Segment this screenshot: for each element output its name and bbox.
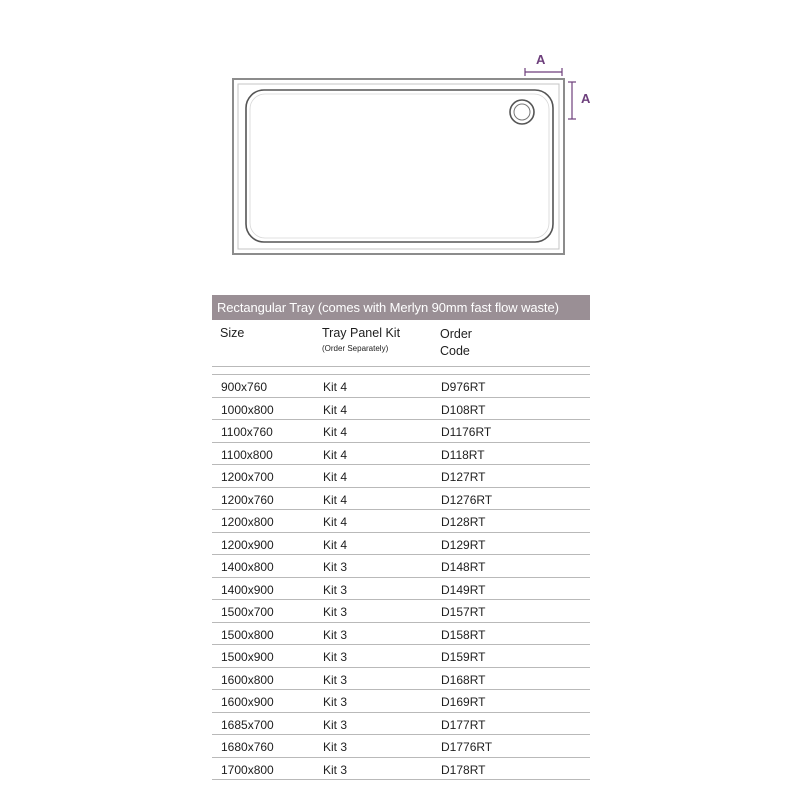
header-kit-note: (Order Separately) [322, 344, 389, 353]
table-row [212, 713, 590, 736]
table-row [212, 420, 590, 443]
cell-order-code: D1276RT [441, 492, 493, 507]
cell-order-code: D976RT [441, 380, 486, 394]
table-row [212, 735, 590, 758]
cell-size: 1100x800 [221, 447, 273, 462]
dimension-label-horizontal: A [536, 52, 546, 67]
cell-kit: Kit 3 [323, 560, 348, 574]
table-body [212, 375, 590, 780]
cell-kit: Kit 4 [323, 470, 348, 484]
tray-size-table [212, 295, 590, 780]
cell-kit: Kit 3 [323, 627, 348, 642]
table-row [212, 443, 590, 466]
cell-order-code: D148RT [441, 560, 486, 574]
cell-size: 1500x800 [221, 627, 274, 642]
cell-size: 1500x900 [221, 650, 274, 664]
cell-kit: Kit 3 [323, 672, 348, 687]
cell-order-code: D1176RT [441, 425, 492, 439]
cell-size: 1200x800 [221, 515, 274, 529]
cell-kit: Kit 4 [323, 402, 348, 417]
cell-order-code: D178RT [441, 762, 486, 777]
cell-size: 1600x900 [221, 695, 274, 709]
cell-size: 1685x700 [221, 717, 274, 732]
dimension-label-vertical: A [581, 91, 591, 106]
cell-order-code: D157RT [441, 605, 486, 619]
cell-order-code: D1776RT [441, 740, 493, 754]
cell-size: 1200x700 [221, 470, 274, 484]
table-row [212, 668, 590, 691]
table-row [212, 623, 590, 646]
header-kit-label: Tray Panel Kit [322, 326, 401, 340]
cell-size: 1100x760 [221, 425, 273, 439]
cell-size: 1200x760 [221, 492, 274, 507]
cell-kit: Kit 4 [323, 492, 348, 507]
cell-order-code: D127RT [441, 470, 486, 484]
cell-kit: Kit 3 [323, 605, 348, 619]
cell-order-code: D169RT [441, 695, 486, 709]
table-row [212, 555, 590, 578]
cell-size: 1000x800 [221, 402, 274, 417]
cell-kit: Kit 3 [323, 582, 348, 597]
cell-size: 900x760 [221, 380, 268, 394]
table-row [212, 398, 590, 421]
table-row [212, 645, 590, 668]
cell-order-code: D128RT [441, 515, 486, 529]
header-order-code: Order Code [440, 327, 472, 358]
cell-order-code: D149RT [441, 582, 486, 597]
cell-size: 1680x760 [221, 740, 274, 754]
cell-kit: Kit 4 [323, 380, 348, 394]
cell-order-code: D177RT [441, 717, 486, 732]
header-size: Size [220, 326, 245, 340]
cell-kit: Kit 3 [323, 695, 348, 709]
cell-order-code: D158RT [441, 627, 486, 642]
cell-kit: Kit 4 [323, 515, 348, 529]
table-header [212, 320, 590, 367]
cell-kit: Kit 4 [323, 447, 348, 462]
header-tray-panel-kit [322, 326, 400, 353]
table-row [212, 533, 590, 556]
tray-basin [246, 90, 553, 242]
table-row [212, 465, 590, 488]
cell-kit: Kit 3 [323, 740, 348, 754]
table-row [212, 375, 590, 398]
cell-kit: Kit 3 [323, 762, 348, 777]
table-row [212, 758, 590, 781]
cell-kit: Kit 3 [323, 650, 348, 664]
shower-tray-diagram [0, 0, 800, 290]
cell-size: 1600x800 [221, 672, 274, 687]
cell-size: 1400x800 [221, 560, 274, 574]
cell-kit: Kit 4 [323, 425, 348, 439]
cell-order-code: D108RT [441, 402, 486, 417]
table-title: Rectangular Tray (comes with Merlyn 90mm fast flow waste) [212, 295, 590, 320]
table-row [212, 600, 590, 623]
cell-size: 1700x800 [221, 762, 274, 777]
table-row [212, 578, 590, 601]
cell-size: 1500x700 [221, 605, 274, 619]
table-row [212, 690, 590, 713]
cell-order-code: D129RT [441, 537, 486, 552]
header-spacer [212, 367, 590, 375]
cell-size: 1200x900 [221, 537, 274, 552]
table-row [212, 510, 590, 533]
cell-order-code: D168RT [441, 672, 486, 687]
cell-order-code: D159RT [441, 650, 486, 664]
cell-size: 1400x900 [221, 582, 274, 597]
cell-kit: Kit 3 [323, 717, 348, 732]
cell-order-code: D118RT [441, 447, 485, 462]
cell-kit: Kit 4 [323, 537, 348, 552]
table-row [212, 488, 590, 511]
